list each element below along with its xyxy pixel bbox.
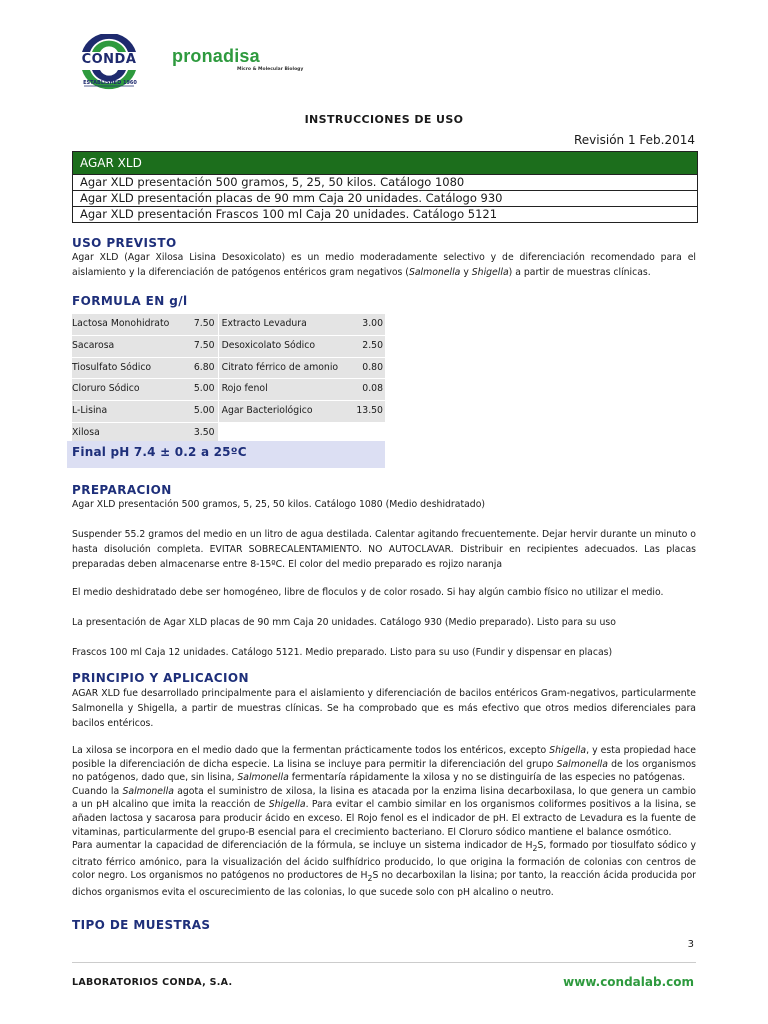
principio-p2: [72, 744, 696, 899]
revision-date: Revisión 1 Feb.2014: [573, 133, 695, 147]
product-row: Agar XLD presentación placas de 90 mm Caja 20 unidades. Catálogo 930: [73, 191, 697, 207]
italic-salmonella: Salmonella: [237, 772, 289, 784]
subscript: 2: [532, 844, 538, 854]
text-part: , y esta propiedad hace posible la diferenciación de dicha especie. La lisina se incluye para permitir la diferenciación del grupo: [72, 745, 696, 770]
conda-logo: [66, 34, 156, 94]
product-table: [72, 151, 698, 223]
ingredient-value: 3.50: [179, 423, 219, 444]
ingredient-name: Lactosa Monohidrato: [72, 318, 170, 329]
preparacion-p3: El medio deshidratado debe ser homogéneo, libre de floculos y de color rosado. Si hay algún cambio físico no utilizar el medio.: [72, 587, 664, 598]
text-part: . Para evitar el cambio similar en los organismos coliformes positivos a la lisina, se añaden lactosa y sacarosa para producir ácido en exceso. El Rojo fenol es el indicador de pH. El extracto de Levadura es la fuente de vitaminas, particularmente del grupo-B esencial para el crecimiento bacteriano. El Cloruro sódico mantiene el balance osmótico.: [72, 799, 696, 838]
ingredient-name: Rojo fenol: [221, 383, 268, 395]
ingredient-value: 5.00: [179, 401, 219, 422]
heading-formula: FORMULA EN g/l: [72, 294, 188, 308]
ingredient-name: Xilosa: [72, 426, 100, 438]
preparacion-p4: La presentación de Agar XLD placas de 90 mm Caja 20 unidades. Catálogo 930 (Medio preparado). Listo para su uso: [72, 617, 616, 628]
ingredient-value: 5.00: [179, 379, 219, 400]
text-part: S no decarboxilan la lisina; por tanto, la reacción ácida producida por dichos organismos evita el oscurecimiento de las colonias, lo que sucede solo con pH alcalino o neutro.: [72, 870, 696, 898]
product-row: Agar XLD presentación 500 gramos, 5, 25, 50 kilos. Catálogo 1080: [73, 175, 697, 191]
uso-text-part: Agar XLD (Agar Xilosa Lisina Desoxicolato) es un medio moderadamente selectivo y de diferenciación recomendado para el aislamiento y la diferenciación de patógenos entéricos gram negativos (: [72, 252, 696, 278]
ingredient-value: 0.08: [362, 383, 383, 395]
formula-row: [72, 401, 385, 423]
text-part: Para aumentar la capacidad de diferenciación de la fórmula, se incluye un sistema indicador de H: [72, 840, 533, 852]
uso-text-part: y: [460, 267, 472, 278]
preparacion-p1: Agar XLD presentación 500 gramos, 5, 25, 50 kilos. Catálogo 1080 (Medio deshidratado): [72, 499, 486, 510]
ingredient-value: 7.50: [179, 314, 219, 335]
footer-divider: [72, 962, 696, 963]
final-ph: Final pH 7.4 ± 0.2 a 25ºC: [72, 445, 247, 459]
page-number: 3: [687, 939, 694, 950]
uso-salmonella: Salmonella: [408, 267, 461, 278]
italic-shigella: Shigella: [268, 799, 306, 811]
italic-salmonella: Salmonella: [122, 785, 174, 797]
preparacion-p5: Frascos 100 ml Caja 12 unidades. Catálogo 5121. Medio preparado. Listo para su uso (Fundir y dispensar en placas): [72, 647, 613, 658]
formula-row: [72, 336, 385, 358]
document-title: INSTRUCCIONES DE USO: [304, 113, 464, 126]
heading-preparacion: PREPARACION: [72, 483, 172, 497]
formula-table: [72, 314, 385, 445]
product-table-header: AGAR XLD: [73, 152, 697, 175]
ingredient-name: Extracto Levadura: [221, 318, 307, 329]
formula-row: [72, 379, 385, 401]
text-part: Cuando la: [72, 785, 123, 797]
ingredient-name: Agar Bacteriológico: [221, 405, 313, 417]
product-row: Agar XLD presentación Frascos 100 ml Caja 20 unidades. Catálogo 5121: [80, 207, 498, 221]
uso-previsto-text: [72, 250, 696, 280]
text-part: fermentaría rápidamente la xilosa y no se distinguiría de las especies no patógenas.: [288, 772, 686, 784]
ingredient-name: Desoxicolato Sódico: [221, 339, 316, 351]
text-part: La xilosa se incorpora en el medio dado que la fermentan prácticamente todos los entéricos, excepto: [72, 745, 550, 756]
ingredient-value: 6.80: [179, 358, 219, 379]
pronadisa-tagline: Micro & Molecular Biology: [237, 67, 304, 72]
ingredient-name: L-Lisina: [72, 405, 108, 417]
formula-row: [72, 358, 385, 380]
ingredient-value: 2.50: [362, 339, 383, 351]
ingredient-value: 3.00: [362, 318, 383, 329]
heading-uso-previsto: USO PREVISTO: [72, 236, 177, 250]
uso-text-part: ) a partir de muestras clínicas.: [508, 267, 651, 278]
text-part: agota el suministro de xilosa, la lisina es atacada por la enzima lisina decarboxilasa, lo que genera un cambio a un pH alcalino que imita la reacción de: [72, 785, 696, 811]
formula-row: [72, 314, 385, 336]
ingredient-name: Cloruro Sódico: [72, 383, 140, 395]
footer-company: LABORATORIOS CONDA, S.A.: [72, 977, 233, 988]
text-part: de los organismos no patógenos, dado que, sin lisina,: [72, 758, 696, 784]
conda-established: ESTABLISHED 1960: [83, 80, 137, 86]
ingredient-value: 0.80: [362, 361, 383, 373]
heading-tipo-muestras: TIPO DE MUESTRAS: [72, 918, 211, 932]
subscript: 2: [367, 874, 373, 884]
heading-principio: PRINCIPIO Y APLICACION: [72, 671, 249, 685]
ingredient-name: Sacarosa: [72, 339, 115, 351]
conda-wordmark: CONDA: [81, 52, 137, 67]
uso-shigella: Shigella: [471, 267, 509, 278]
pronadisa-logo: pronadisa: [172, 46, 260, 66]
ingredient-name: Citrato férrico de amonio: [221, 361, 339, 373]
ingredient-name: Tiosulfato Sódico: [72, 361, 152, 373]
italic-salmonella: Salmonella: [556, 758, 608, 770]
ingredient-value: 13.50: [356, 405, 383, 417]
preparacion-p2: Suspender 55.2 gramos del medio en un litro de agua destilada. Calentar agitando frecuentemente. Dejar hervir durante un minuto o hasta disolución completa. EVITAR SOBRECALENTAMIENTO. NO AUTOCLAVAR. Distribuir en recipientes adecuados. Las placas preparadas deben almacenarse entre 8-15ºC. El color del medio preparado es rojizo naranja: [72, 529, 696, 570]
principio-p1: AGAR XLD fue desarrollado principalmente para el aislamiento y diferenciación de bacilos entéricos Gram-negativos, particularmente Salmonella y Shigella, a partir de muestras clínicas. Se ha comprobado que es más efectivo que otros medios diferenciales para bacilos entéricos.: [72, 688, 696, 729]
italic-shigella: Shigella: [549, 745, 587, 756]
footer-website-link[interactable]: www.condalab.com: [563, 975, 694, 989]
text-part: S, formado por tiosulfato sódico y citrato férrico amónico, para la visualización del ácido sulfhídrico producido, lo que origina la formación de colonias con centros de color negro. Los organismos no patógenos no productores de H: [72, 840, 696, 882]
ingredient-value: 7.50: [179, 336, 219, 357]
